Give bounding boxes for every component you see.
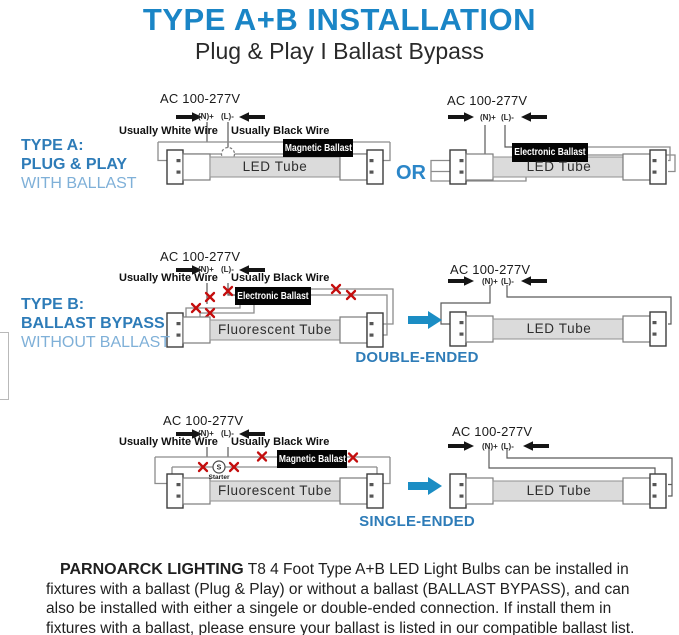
- left-arrow-icon: [521, 112, 547, 122]
- fluorescent-tube-label: Fluorescent Tube: [218, 322, 332, 337]
- neutral-label: (N)+: [482, 277, 498, 286]
- type-b-line3: WITHOUT BALLAST: [21, 334, 171, 351]
- ac-voltage-label: AC 100-277V: [450, 262, 531, 277]
- electronic-ballast-box: [235, 287, 311, 305]
- black-wire-label: Usually Black Wire: [231, 125, 330, 137]
- page-title: TYPE A+B INSTALLATION: [142, 2, 537, 37]
- line-label: (L)-: [501, 442, 514, 451]
- neutral-label: (N)+: [480, 113, 496, 122]
- edge-crop-artifact: [0, 332, 9, 400]
- magnetic-ballast-label: Magnetic Ballast: [278, 453, 346, 465]
- line-label: (L)-: [221, 112, 234, 121]
- neutral-label: (N)+: [198, 265, 214, 274]
- footer-description: [46, 560, 638, 635]
- fluorescent-tube-label: Fluorescent Tube: [218, 483, 332, 498]
- line-label: (L)-: [221, 429, 234, 438]
- white-wire-label: Usually White Wire: [119, 436, 218, 448]
- ac-voltage-label: AC 100-277V: [452, 424, 533, 439]
- page-subtitle: Plug & Play I Ballast Bypass: [195, 38, 484, 64]
- footer-body-text: T8 4 Foot Type A+B LED Light Bulbs can be installed in fixtures with a ballast (Plug & Play) or without a ballast (BALLAST BYPASS), and can also be installed with either a singele or double-ended connection. If install them in fixtures with a ballast, please ensure your ballast is listed in our compatible ballast list.: [46, 561, 635, 635]
- left-arrow-icon: [239, 112, 265, 122]
- black-wire-label: Usually Black Wire: [231, 436, 330, 448]
- line-label: (L)-: [501, 277, 514, 286]
- left-arrow-icon: [523, 441, 549, 451]
- right-arrow-icon: [448, 276, 474, 286]
- type-b-line2: BALLAST BYPASS: [21, 315, 165, 332]
- ac-voltage-label: AC 100-277V: [163, 413, 244, 428]
- right-arrow-icon: [448, 441, 474, 451]
- led-tube-label: LED Tube: [526, 321, 592, 336]
- magnetic-ballast-box: [283, 139, 353, 157]
- black-wire-label: Usually Black Wire: [231, 272, 330, 284]
- type-a-line3: WITH BALLAST: [21, 175, 137, 192]
- single-ended-caption: SINGLE-ENDED: [359, 513, 475, 530]
- led-tube-label: LED Tube: [526, 483, 592, 498]
- type-a-section-label: [21, 136, 137, 193]
- starter-symbol: S: [216, 464, 222, 472]
- ac-voltage-label: AC 100-277V: [447, 93, 528, 108]
- starter-label: Starter: [208, 474, 230, 481]
- brand-name: PARNOARCK LIGHTING: [60, 561, 244, 578]
- magnetic-ballast-box: [277, 450, 347, 468]
- type-a-title: TYPE A:: [21, 137, 84, 154]
- led-tube-label: LED Tube: [526, 159, 592, 174]
- ac-voltage-label: AC 100-277V: [160, 249, 241, 264]
- magnetic-ballast-label: Magnetic Ballast: [284, 142, 352, 154]
- white-wire-label: Usually White Wire: [119, 272, 218, 284]
- line-label: (L)-: [501, 113, 514, 122]
- neutral-label: (N)+: [198, 112, 214, 121]
- right-arrow-icon: [448, 112, 474, 122]
- ac-voltage-label: AC 100-277V: [160, 91, 241, 106]
- electronic-ballast-label: Electronic Ballast: [514, 147, 586, 158]
- double-ended-caption: DOUBLE-ENDED: [355, 349, 479, 366]
- neutral-label: (N)+: [198, 429, 214, 438]
- type-b-section-label: [21, 295, 170, 352]
- neutral-label: (N)+: [482, 442, 498, 451]
- type-b-title: TYPE B:: [21, 296, 85, 313]
- or-label: OR: [396, 162, 426, 184]
- type-a-line2: PLUG & PLAY: [21, 156, 128, 173]
- white-wire-label: Usually White Wire: [119, 125, 218, 137]
- led-tube-label: LED Tube: [242, 159, 308, 174]
- replace-arrow-icon: [408, 311, 442, 329]
- left-arrow-icon: [521, 276, 547, 286]
- replace-arrow-icon: [408, 477, 442, 495]
- line-label: (L)-: [221, 265, 234, 274]
- electronic-ballast-label: Electronic Ballast: [237, 290, 309, 302]
